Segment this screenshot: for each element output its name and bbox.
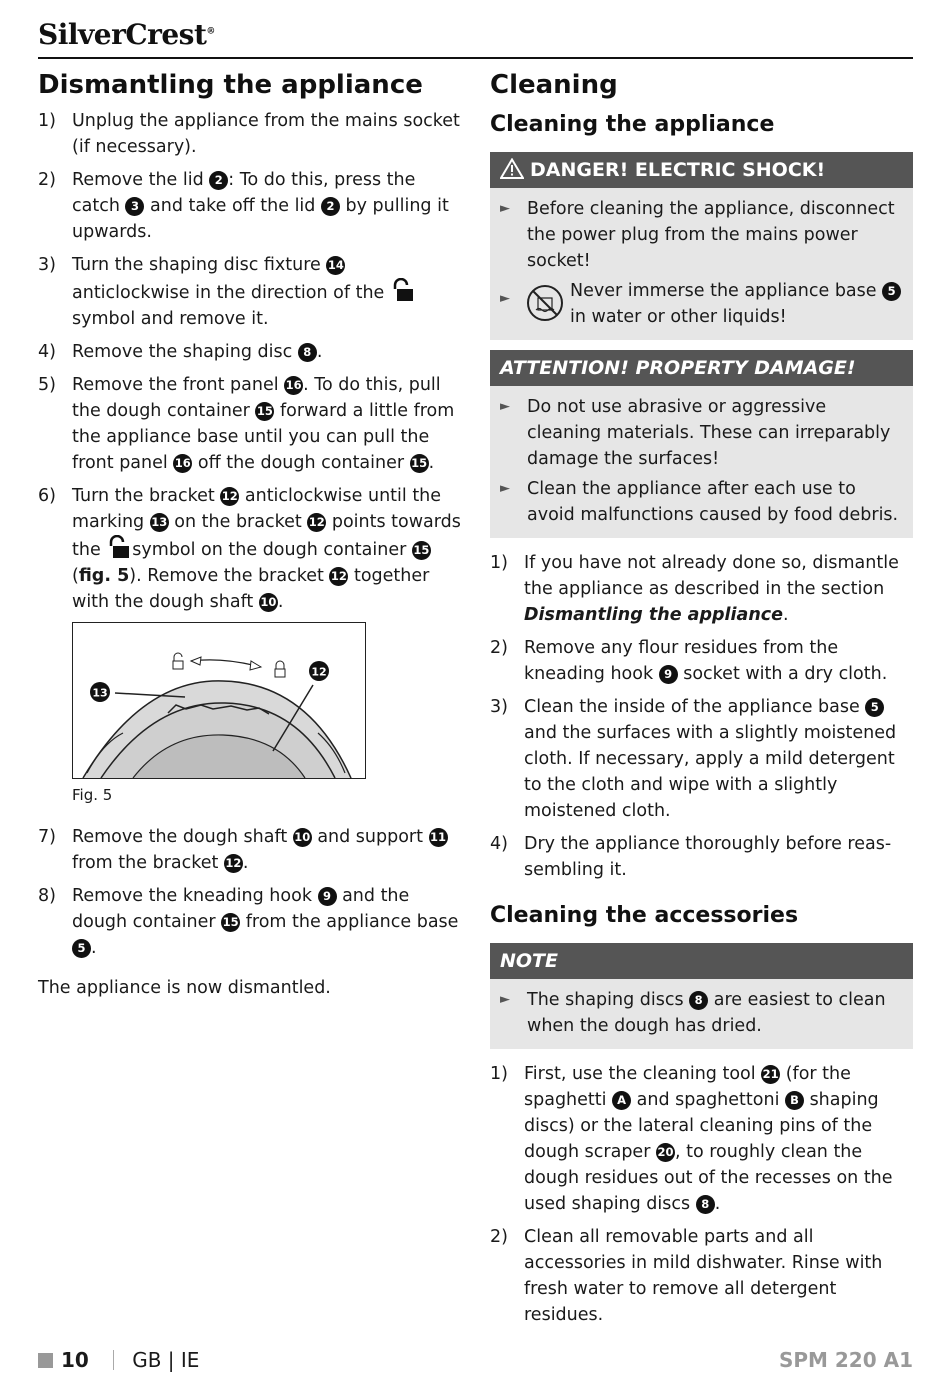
list-item: 1) First, use the cleaning tool 21 (for the spaghetti A and spaghettoni B shaping discs) or the lateral cleaning pins of the dough scraper 20, to roughly clean the dough residues out of the recesses on the used shaping discs 8 . bbox=[490, 1064, 893, 1214]
list-item: ► Before cleaning the appliance, disconnect the power plug from the mains power socket! bbox=[500, 196, 903, 274]
model-number: SPM 220 A1 bbox=[778, 1348, 913, 1372]
list-item: ► Do not use abrasive or aggressive cleaning materials. These can irreparably damage the surfaces! bbox=[500, 394, 903, 472]
cleaning-steps bbox=[490, 550, 913, 883]
language-code: GB | IE bbox=[132, 1348, 200, 1372]
bullet-arrow-icon: ► bbox=[500, 201, 510, 216]
dismantling-steps-continued bbox=[38, 824, 463, 961]
danger-box bbox=[490, 152, 913, 340]
list-item: 1) Unplug the appliance from the mains socket (if necessary). bbox=[38, 111, 460, 157]
closing-text: The appliance is now dismantled. bbox=[38, 978, 331, 998]
list-item: 5) Remove the front panel 16. To do this, pull the dough container 15 forward a little from the appliance base until you can pull the front panel 16 off the dough container 15. bbox=[38, 375, 455, 473]
danger-heading: DANGER! ELECTRIC SHOCK! bbox=[490, 152, 913, 188]
callout-number: 8 bbox=[298, 343, 317, 362]
attention-heading: ATTENTION! PROPERTY DAMAGE! bbox=[490, 350, 913, 386]
section-reference: Dismantling the appliance bbox=[524, 605, 784, 625]
callout-number: 15 bbox=[255, 402, 274, 421]
list-item: 3) Turn the shaping disc fixture 14 anticlockwise in the direction of the symbol and remove it. bbox=[38, 252, 463, 332]
callout-number: 15 bbox=[221, 913, 240, 932]
callout-number: 15 bbox=[412, 541, 431, 560]
callout-number: 12 bbox=[307, 513, 326, 532]
right-column bbox=[490, 68, 913, 1335]
bullet-arrow-icon: ► bbox=[500, 992, 510, 1007]
subsection-title-accessories: Cleaning the accessories bbox=[490, 903, 799, 928]
list-item: 4) Dry the appliance thoroughly before reas-sembling it. bbox=[490, 834, 892, 880]
list-item: 4) Remove the shaping disc 8 . bbox=[38, 342, 323, 362]
figure-caption: Fig. 5 bbox=[72, 786, 113, 804]
callout-number: B bbox=[785, 1091, 804, 1110]
callout-number: 3 bbox=[125, 197, 144, 216]
note-heading: NOTE bbox=[490, 943, 913, 979]
figure-reference: fig. 5 bbox=[78, 566, 130, 586]
callout-number: 12 bbox=[224, 854, 243, 873]
figure-illustration bbox=[72, 622, 366, 779]
list-item: 6) Turn the bracket 12 anticlockwise until the marking 13 on the bracket 12 points towards the symbol on the dough container 15 (fig. 5). Remove the bracket 12 together with the dough shaft 10. bbox=[38, 486, 461, 612]
danger-body bbox=[490, 188, 913, 340]
callout-number: 9 bbox=[659, 665, 678, 684]
callout-number: 12 bbox=[329, 567, 348, 586]
figure-label-12: 12 bbox=[311, 665, 327, 679]
figure-label-13: 13 bbox=[92, 686, 108, 700]
callout-number: 10 bbox=[259, 593, 278, 612]
callout-number: 14 bbox=[326, 256, 345, 275]
list-item: 1) If you have not already done so, dismantle the appliance as described in the section Dismantling the appliance. bbox=[490, 553, 899, 625]
callout-number: 5 bbox=[72, 939, 91, 958]
footer-divider bbox=[113, 1350, 114, 1370]
attention-body bbox=[490, 386, 913, 538]
note-body bbox=[490, 979, 913, 1049]
list-item: 2) Clean all removable parts and all accessories in mild dishwater. Rinse with fresh water to remove all detergent residues. bbox=[490, 1227, 883, 1325]
figure-5 bbox=[38, 622, 463, 814]
list-item: 3) Clean the inside of the appliance base 5 and the surfaces with a slightly moistened cloth. If necessary, apply a mild detergent to the cloth and wipe with a slightly moistened cloth. bbox=[490, 697, 897, 821]
callout-number: 8 bbox=[689, 991, 708, 1010]
page-footer-left bbox=[38, 1348, 199, 1372]
callout-number: 9 bbox=[318, 887, 337, 906]
attention-box bbox=[490, 350, 913, 538]
callout-number: 10 bbox=[293, 828, 312, 847]
callout-number: 2 bbox=[321, 197, 340, 216]
unlock-icon bbox=[392, 278, 414, 302]
brand-logo: SilverCrest® bbox=[38, 18, 215, 51]
callout-number: 16 bbox=[173, 454, 192, 473]
section-title-dismantling: Dismantling the appliance bbox=[38, 70, 423, 100]
callout-number: A bbox=[612, 1091, 631, 1110]
callout-number: 12 bbox=[220, 487, 239, 506]
callout-number: 13 bbox=[150, 513, 169, 532]
callout-number: 5 bbox=[865, 698, 884, 717]
page-number: 10 bbox=[61, 1348, 89, 1372]
accessory-cleaning-steps bbox=[490, 1061, 913, 1328]
bracket-diagram bbox=[73, 623, 365, 778]
callout-number: 2 bbox=[209, 171, 228, 190]
no-immerse-icon bbox=[526, 284, 564, 322]
list-item: ► Never immerse the appliance base 5 in water or other liquids! bbox=[500, 278, 903, 330]
footer-square-icon bbox=[38, 1353, 53, 1368]
callout-number: 11 bbox=[429, 828, 448, 847]
callout-number: 8 bbox=[696, 1195, 715, 1214]
callout-number: 20 bbox=[656, 1143, 675, 1162]
callout-number: 15 bbox=[410, 454, 429, 473]
warning-icon bbox=[500, 158, 524, 179]
note-box bbox=[490, 943, 913, 1049]
bullet-arrow-icon: ► bbox=[500, 399, 510, 414]
bullet-arrow-icon: ► bbox=[500, 291, 510, 306]
dismantling-steps bbox=[38, 108, 463, 615]
header-rule bbox=[38, 57, 913, 59]
list-item: 8) Remove the kneading hook 9 and the dough container 15 from the appliance base 5 . bbox=[38, 886, 459, 958]
subsection-title-appliance: Cleaning the appliance bbox=[490, 112, 775, 137]
callout-number: 5 bbox=[882, 282, 901, 301]
list-item: 7) Remove the dough shaft 10 and support 11 from the bracket 12. bbox=[38, 827, 447, 873]
list-item: ► The shaping discs 8 are easiest to clean when the dough has dried. bbox=[500, 987, 903, 1039]
unlock-icon bbox=[108, 535, 130, 559]
callout-number: 16 bbox=[284, 376, 303, 395]
list-item: 2) Remove any flour residues from the kneading hook 9 socket with a dry cloth. bbox=[490, 638, 888, 684]
left-column bbox=[38, 68, 463, 1001]
bullet-arrow-icon: ► bbox=[500, 481, 510, 496]
section-title-cleaning: Cleaning bbox=[490, 70, 618, 100]
list-item: 2) Remove the lid 2 : To do this, press the catch 3 and take off the lid 2 by pulling it upwards. bbox=[38, 170, 449, 242]
list-item: ► Clean the appliance after each use to avoid malfunctions caused by food debris. bbox=[500, 476, 903, 528]
callout-number: 21 bbox=[761, 1065, 780, 1084]
